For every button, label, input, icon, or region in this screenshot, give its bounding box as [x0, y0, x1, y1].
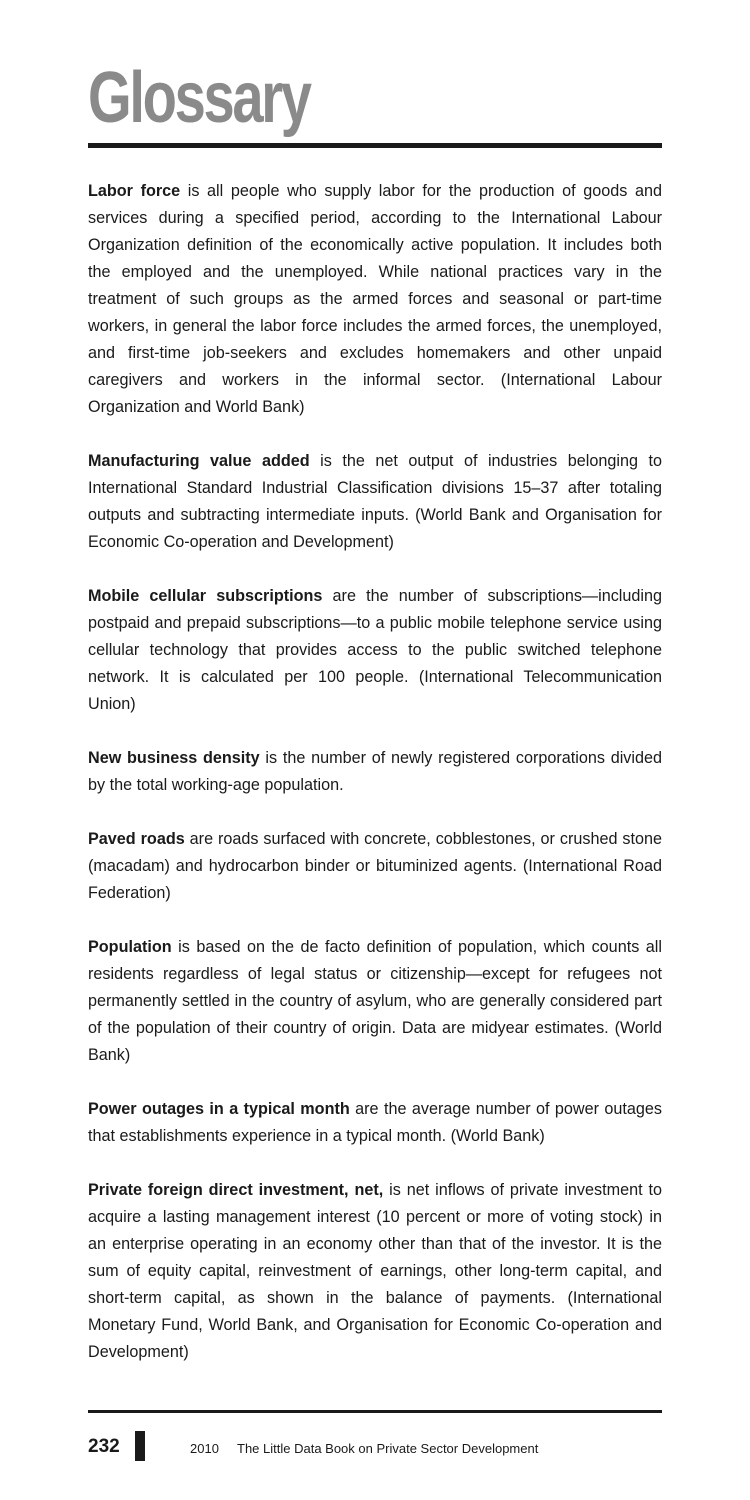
footer-divider: [88, 1410, 662, 1413]
glossary-list: [88, 178, 662, 1393]
glossary-term: Paved roads: [88, 830, 185, 848]
page-title: Glossary: [88, 58, 310, 138]
page-number: 232: [88, 1436, 120, 1457]
glossary-entry-population: [88, 934, 662, 1069]
glossary-term: New business density: [88, 749, 260, 767]
glossary-entry-power-outages: [88, 1096, 662, 1150]
glossary-entry-private-fdi: [88, 1177, 662, 1366]
glossary-definition: are the average number of power outages that establishments experience in a typical month. (World Bank): [88, 1100, 663, 1145]
glossary-term: Population: [88, 938, 172, 956]
glossary-entry-paved-roads: [88, 826, 662, 907]
footer-book-title: The Little Data Book on Private Sector Development: [237, 1441, 539, 1456]
glossary-term: Labor force: [88, 182, 181, 200]
glossary-definition: are the number of subscriptions—including postpaid and prepaid subscriptions—to a public mobile telephone service using cellular technology that provides access to the public switched telephone network. It is calculated per 100 people. (International Telecommunication Union): [88, 587, 662, 713]
glossary-term: Mobile cellular subscriptions: [88, 587, 323, 605]
glossary-definition: are roads surfaced with concrete, cobblestones, or crushed stone (macadam) and hydrocarbon binder or bituminized agents. (International Road Federation): [88, 830, 662, 902]
glossary-definition: is based on the de facto definition of population, which counts all residents regardless of legal status or citizenship—except for refugees not permanently settled in the country of asylum, who are generally considered part of the population of their country of origin. Data are midyear estimates. (World Bank): [88, 938, 662, 1064]
glossary-definition: is the number of newly registered corporations divided by the total working-age population.: [88, 749, 663, 794]
glossary-definition: is net inflows of private investment to acquire a lasting management interest (10 percent or more of voting stock) in an enterprise operating in an economy other than that of the investor. It is the sum of equity capital, reinvestment of earnings, other long-term capital, and short-term capital, as shown in the balance of payments. (International Monetary Fund, World Bank, and Organisation for Economic Co-operation and Development): [88, 1181, 662, 1361]
title-divider: [88, 143, 662, 148]
glossary-definition: is the net output of industries belonging to International Standard Industrial Classification divisions 15–37 after totaling outputs and subtracting intermediate inputs. (World Bank and Organisation for Economic Co-operation and Development): [88, 452, 662, 551]
glossary-term: Private foreign direct investment, net,: [88, 1181, 384, 1199]
glossary-term: Power outages in a typical month: [88, 1100, 350, 1118]
glossary-entry-mobile-cellular-subscriptions: [88, 583, 662, 718]
glossary-entry-new-business-density: [88, 745, 662, 799]
glossary-term: Manufacturing value added: [88, 452, 310, 470]
glossary-entry-manufacturing-value-added: [88, 448, 662, 556]
glossary-entry-labor-force: [88, 178, 662, 421]
footer-year: 2010: [190, 1441, 219, 1456]
glossary-definition: is all people who supply labor for the production of goods and services during a specified period, according to the International Labour Organization definition of the economically active population. It includes both the employed and the unemployed. While national practices vary in the treatment of such groups as the armed forces and seasonal or part-time workers, in general the labor force includes the armed forces, the unemployed, and first-time job-seekers and excludes homemakers and other unpaid caregivers and workers in the informal sector. (International Labour Organization and World Bank): [88, 182, 662, 416]
footer-marker-bar: [135, 1431, 145, 1461]
